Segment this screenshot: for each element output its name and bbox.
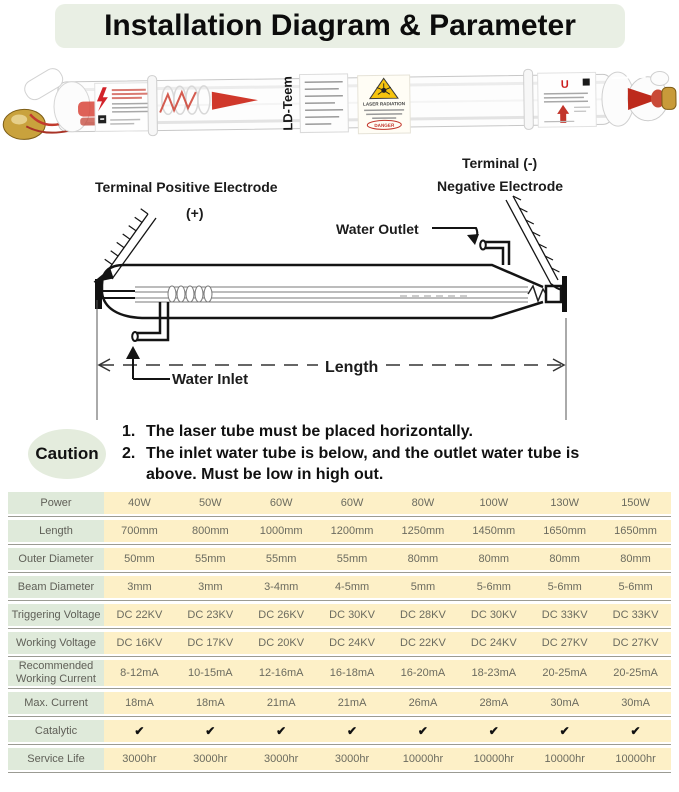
row-value: 3000hr (104, 748, 175, 770)
table-row (8, 520, 671, 545)
row-value: 10-15mA (175, 660, 246, 686)
water-outlet-arrow (432, 228, 479, 245)
row-value: 10000hr (600, 748, 671, 770)
row-value: 80mm (529, 548, 600, 570)
page-title: Installation Diagram & Parameter (104, 9, 576, 42)
check-mark: ✔ (104, 720, 175, 742)
row-value: DC 27KV (529, 632, 600, 654)
installation-diagram (0, 150, 679, 421)
table-row (8, 660, 671, 689)
row-value: DC 28KV (388, 604, 459, 626)
caution-note-1 (122, 421, 584, 442)
table-row (8, 548, 671, 573)
row-label: Service Life (8, 748, 104, 770)
row-value: 50mm (104, 548, 175, 570)
row-value: 80mm (458, 548, 529, 570)
row-label: Recommended Working Current (8, 660, 104, 686)
water-outlet-pipe (480, 241, 509, 266)
row-value: 1650mm (600, 520, 671, 542)
row-value: 80W (388, 492, 459, 514)
water-outlet-label: Water Outlet (336, 221, 419, 237)
positive-terminal-wire (94, 209, 156, 282)
row-value: DC 24KV (317, 632, 388, 654)
brand-text: LD-Teem (279, 75, 296, 131)
row-value: 3mm (104, 576, 175, 598)
inner-capillary (135, 286, 528, 302)
row-value: 18mA (104, 692, 175, 714)
row-value: 20-25mA (600, 660, 671, 686)
row-value: DC 22KV (104, 604, 175, 626)
row-value: 100W (458, 492, 529, 514)
check-mark: ✔ (317, 720, 388, 742)
row-value: DC 17KV (175, 632, 246, 654)
table-row (8, 632, 671, 657)
row-label: Working Voltage (8, 632, 104, 654)
row-value: 21mA (317, 692, 388, 714)
row-value: 20-25mA (529, 660, 600, 686)
glass-collar (524, 69, 534, 129)
row-value: 3000hr (246, 748, 317, 770)
row-value: DC 23KV (175, 604, 246, 626)
length-label: Length (325, 359, 379, 376)
row-value: 1650mm (529, 520, 600, 542)
row-value: DC 22KV (388, 632, 459, 654)
row-value: 16-20mA (388, 660, 459, 686)
row-value: 18-23mA (458, 660, 529, 686)
note-text: The inlet water tube is below, and the outlet water tube is above. Must be low in high out. (146, 445, 580, 483)
row-value: 1250mm (388, 520, 459, 542)
table-row (8, 604, 671, 629)
table-row (8, 720, 671, 745)
check-mark: ✔ (175, 720, 246, 742)
row-value: 26mA (388, 692, 459, 714)
positive-electrode-label: Terminal Positive Electrode (95, 179, 278, 195)
row-value: 50W (175, 492, 246, 514)
row-value: DC 24KV (458, 632, 529, 654)
laser-warning-label (358, 75, 411, 134)
table-row (8, 576, 671, 601)
row-label: Power (8, 492, 104, 514)
row-value: 10000hr (388, 748, 459, 770)
table-row (8, 492, 671, 517)
row-value: 1450mm (458, 520, 529, 542)
logo-mark: U (560, 78, 569, 91)
page-title-banner (55, 4, 625, 48)
row-value: DC 27KV (600, 632, 671, 654)
note-number: 1. (122, 423, 136, 440)
row-label: Length (8, 520, 104, 542)
row-value: 5mm (388, 576, 459, 598)
parameter-table (8, 492, 671, 776)
row-value: 55mm (246, 548, 317, 570)
row-value: DC 33KV (529, 604, 600, 626)
check-mark: ✔ (529, 720, 600, 742)
row-value: 800mm (175, 520, 246, 542)
spec-label (300, 74, 349, 133)
water-inlet-label: Water Inlet (172, 371, 249, 388)
row-label: Outer Diameter (8, 548, 104, 570)
row-value: 3000hr (317, 748, 388, 770)
row-value: 55mm (175, 548, 246, 570)
row-value: 4-5mm (317, 576, 388, 598)
row-value: 40W (104, 492, 175, 514)
table-row (8, 692, 671, 717)
row-label: Catalytic (8, 720, 104, 742)
row-value: DC 26KV (246, 604, 317, 626)
row-value: 12-16mA (246, 660, 317, 686)
check-mark: ✔ (388, 720, 459, 742)
row-value: 3000hr (175, 748, 246, 770)
row-value: 5-6mm (458, 576, 529, 598)
table-row (8, 748, 671, 773)
water-inlet-arrow (126, 346, 170, 379)
spring-symbol (528, 286, 546, 301)
glass-collar (148, 76, 158, 136)
row-value: 5-6mm (600, 576, 671, 598)
row-value: 5-6mm (529, 576, 600, 598)
row-value: 130W (529, 492, 600, 514)
caution-notes (122, 421, 584, 486)
caution-note-2 (122, 443, 584, 485)
row-value: 3-4mm (246, 576, 317, 598)
row-value: DC 30KV (458, 604, 529, 626)
laser-tube-photo (0, 58, 679, 150)
row-value: 150W (600, 492, 671, 514)
row-value: DC 20KV (246, 632, 317, 654)
row-value: DC 30KV (317, 604, 388, 626)
row-label: Triggering Voltage (8, 604, 104, 626)
row-value: 1200mm (317, 520, 388, 542)
positive-sign-label: (+) (186, 205, 204, 221)
row-value: DC 33KV (600, 604, 671, 626)
row-value: 10000hr (458, 748, 529, 770)
check-mark: ✔ (600, 720, 671, 742)
row-value: 80mm (388, 548, 459, 570)
negative-electrode-label: Negative Electrode (437, 178, 564, 194)
caution-badge: Caution (28, 429, 106, 479)
right-end-cap (562, 276, 567, 312)
row-value: 21mA (246, 692, 317, 714)
row-value: 700mm (104, 520, 175, 542)
row-value: 30mA (600, 692, 671, 714)
row-value: 30mA (529, 692, 600, 714)
danger-label: DANGER (374, 122, 395, 129)
row-value: DC 16KV (104, 632, 175, 654)
check-mark: ✔ (458, 720, 529, 742)
row-value: 60W (317, 492, 388, 514)
check-mark: ✔ (246, 720, 317, 742)
row-value: 55mm (317, 548, 388, 570)
row-value: 3mm (175, 576, 246, 598)
row-value: 1000mm (246, 520, 317, 542)
note-text: The laser tube must be placed horizontally. (146, 423, 473, 440)
row-value: 8-12mA (104, 660, 175, 686)
row-value: 16-18mA (317, 660, 388, 686)
row-label: Max. Current (8, 692, 104, 714)
row-value: 18mA (175, 692, 246, 714)
row-value: 80mm (600, 548, 671, 570)
water-inlet-pipe (132, 302, 168, 341)
row-label: Beam Diameter (8, 576, 104, 598)
laser-warning-title: LASER RADIATION (362, 101, 406, 107)
left-end-cap (95, 279, 102, 309)
caution-section (28, 421, 584, 486)
note-number: 2. (122, 445, 136, 462)
row-value: 28mA (458, 692, 529, 714)
right-info-label (538, 72, 597, 127)
negative-terminal-label: Terminal (-) (462, 155, 538, 171)
row-value: 60W (246, 492, 317, 514)
right-electrode-end (602, 71, 677, 126)
row-value: 10000hr (529, 748, 600, 770)
